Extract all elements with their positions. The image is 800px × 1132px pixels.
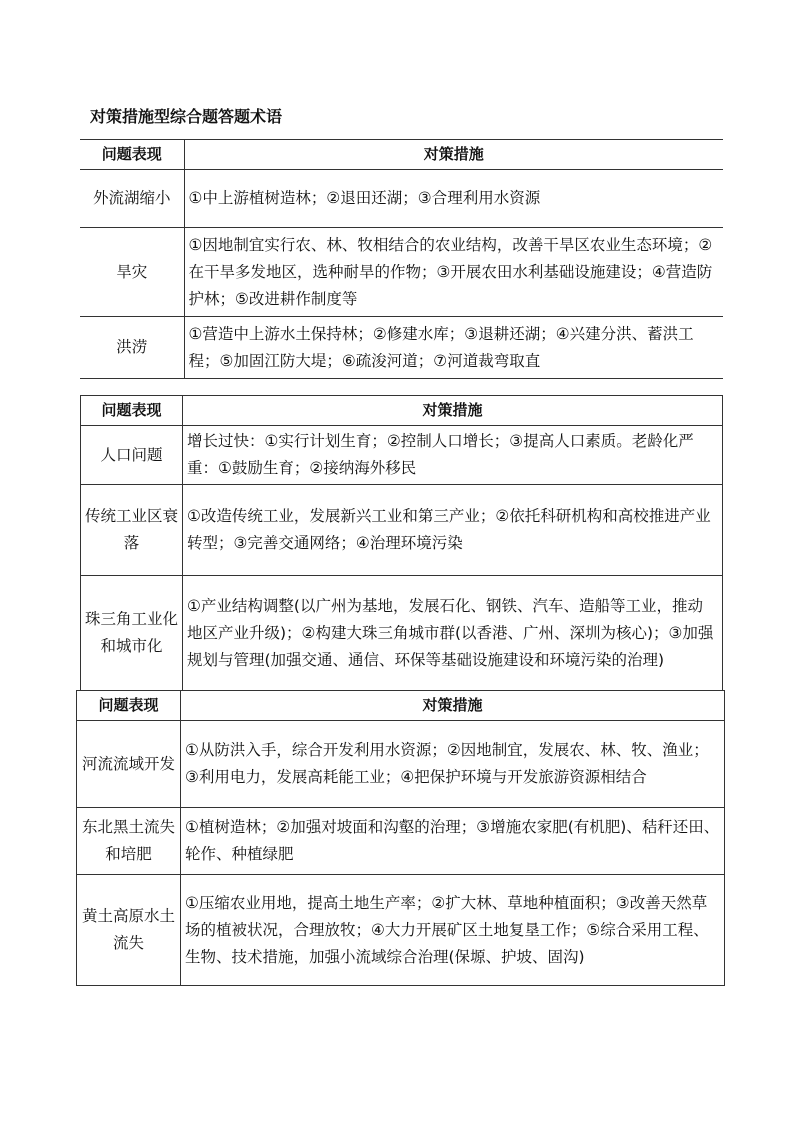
measure-cell: ①中上游植树造林；②退田还湖；③合理利用水资源 (184, 170, 723, 228)
table-row (77, 875, 725, 986)
table-row (77, 808, 725, 875)
table-header-row (80, 140, 723, 170)
measure-header: 对策措施 (183, 396, 723, 426)
measures-table-1 (80, 139, 723, 379)
table-row (80, 170, 723, 228)
issue-header: 问题表现 (80, 140, 184, 170)
table-row (81, 576, 723, 691)
measure-cell: ①从防洪入手，综合开发利用水资源；②因地制宜，发展农、林、牧、渔业；③利用电力，发展高耗能工业；④把保护环境与开发旅游资源相结合 (181, 721, 725, 808)
measure-header: 对策措施 (181, 691, 725, 721)
measure-cell: ①因地制宜实行农、林、牧相结合的农业结构，改善干旱区农业生态环境；②在干旱多发地区，选种耐旱的作物；③开展农田水利基础设施建设；④营造防护林；⑤改进耕作制度等 (184, 228, 723, 317)
measure-cell: 增长过快：①实行计划生育；②控制人口增长；③提高人口素质。老龄化严重：①鼓励生育；②接纳海外移民 (183, 426, 723, 485)
measures-table-2 (80, 395, 723, 691)
issue-cell: 外流湖缩小 (80, 170, 184, 228)
issue-cell: 人口问题 (81, 426, 183, 485)
table-header-row (81, 396, 723, 426)
issue-header: 问题表现 (77, 691, 181, 721)
issue-cell: 东北黑土流失和培肥 (77, 808, 181, 875)
measure-cell: ①产业结构调整(以广州为基地，发展石化、钢铁、汽车、造船等工业，推动地区产业升级)；②构建大珠三角城市群(以香港、广州、深圳为核心)；③加强规划与管理(加强交通、通信、环保等基础设施建设和环境污染的治理) (183, 576, 723, 691)
issue-cell: 河流流域开发 (77, 721, 181, 808)
page-title: 对策措施型综合题答题术语 (90, 107, 283, 126)
measure-cell: ①营造中上游水土保持林；②修建水库；③退耕还湖；④兴建分洪、蓄洪工程；⑤加固江防大堤；⑥疏浚河道；⑦河道裁弯取直 (184, 317, 723, 379)
table-header-row (77, 691, 725, 721)
table-row (81, 426, 723, 485)
issue-cell: 黄土高原水土流失 (77, 875, 181, 986)
measures-table-3 (76, 690, 725, 986)
measure-cell: ①改造传统工业，发展新兴工业和第三产业；②依托科研机构和高校推进产业转型；③完善交通网络；④治理环境污染 (183, 485, 723, 576)
measure-cell: ①植树造林；②加强对坡面和沟壑的治理；③增施农家肥(有机肥)、秸秆还田、轮作、种植绿肥 (181, 808, 725, 875)
issue-cell: 旱灾 (80, 228, 184, 317)
table-row (77, 721, 725, 808)
issue-cell: 珠三角工业化和城市化 (81, 576, 183, 691)
table-row (80, 228, 723, 317)
measure-header: 对策措施 (184, 140, 723, 170)
issue-cell: 传统工业区衰落 (81, 485, 183, 576)
measure-cell: ①压缩农业用地，提高土地生产率；②扩大林、草地种植面积；③改善天然草场的植被状况，合理放牧；④大力开展矿区土地复垦工作；⑤综合采用工程、生物、技术措施，加强小流域综合治理(保塬、护坡、固沟) (181, 875, 725, 986)
issue-header: 问题表现 (81, 396, 183, 426)
table-row (81, 485, 723, 576)
table-row (80, 317, 723, 379)
issue-cell: 洪涝 (80, 317, 184, 379)
